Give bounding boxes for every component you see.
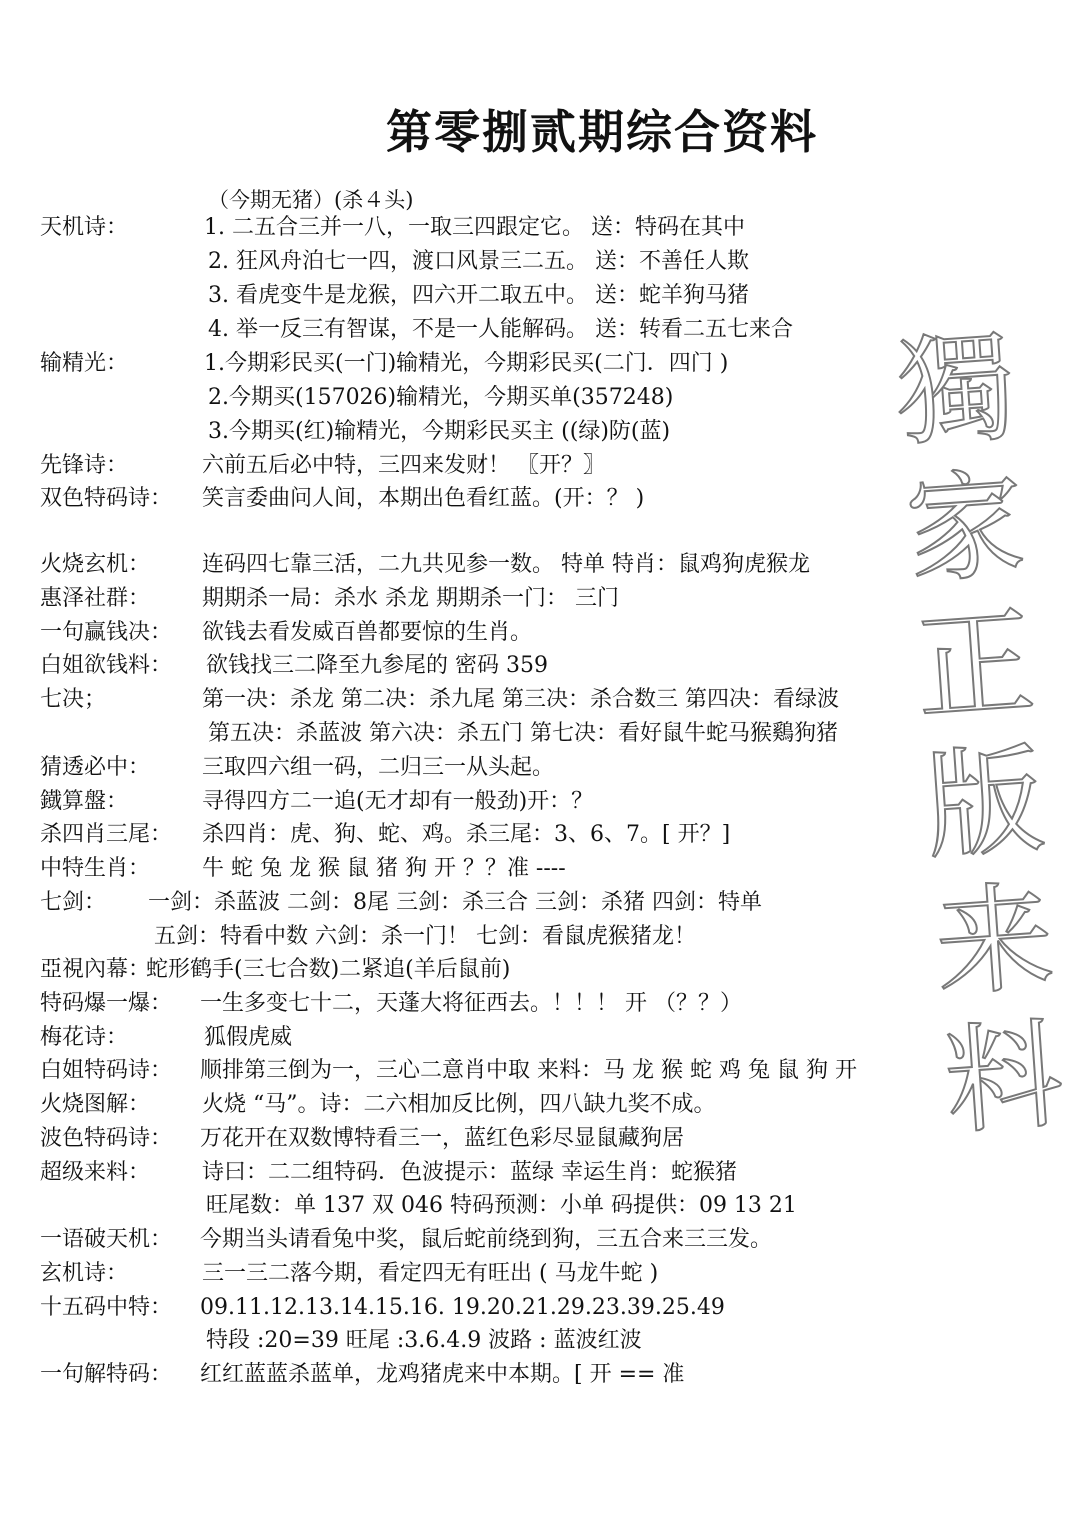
row-content: 第一决：杀龙 第二决：杀九尾 第三决：杀合数三 第四决：看绿波 bbox=[202, 687, 839, 712]
row-content: 3.今期买(红)输精光，今期彩民买主 ((绿)防(蓝) bbox=[208, 419, 671, 444]
subtitle: （今期无猪）(杀４头) bbox=[208, 188, 414, 212]
watermark-char: 料 bbox=[940, 1005, 1068, 1152]
watermark-char: 獨 bbox=[892, 316, 1020, 463]
row-label: 火烧图解： bbox=[40, 1092, 151, 1117]
row-label: 白姐特码诗： bbox=[40, 1058, 173, 1083]
row-label: 玄机诗： bbox=[40, 1261, 129, 1286]
row-label: 猜透必中： bbox=[40, 755, 151, 780]
row-content: 万花开在双数博特看三一，蓝红色彩尽显鼠藏狗居 bbox=[200, 1126, 685, 1151]
row-label: 七剑： bbox=[40, 890, 107, 915]
row-label: 鐡算盤： bbox=[40, 789, 129, 814]
row-label: 一语破天机： bbox=[40, 1227, 173, 1252]
row-label: 七决； bbox=[40, 687, 107, 712]
row-label: 特码爆一爆： bbox=[40, 991, 173, 1016]
watermark-char: 版 bbox=[921, 729, 1049, 876]
row-label: 亞視內幕： bbox=[40, 957, 151, 982]
row-content: 顺排第三倒为一，三心二意肖中取 来料：马 龙 猴 蛇 鸡 兔 鼠 狗 开 bbox=[200, 1058, 857, 1083]
row-content: 3. 看虎变牛是龙猴，四六开二取五中。 送：蛇羊狗马猪 bbox=[208, 283, 749, 308]
row-label: 波色特码诗： bbox=[40, 1126, 173, 1151]
row-content: 诗曰：二二组特码．色波提示：蓝绿 幸运生肖：蛇猴猪 bbox=[202, 1160, 737, 1185]
row-label: 先锋诗： bbox=[40, 453, 129, 478]
document-title: 第零捌贰期综合资料 bbox=[386, 105, 818, 159]
row-label: 杀四肖三尾： bbox=[40, 822, 173, 847]
watermark-char: 来 bbox=[930, 867, 1059, 1014]
row-label: 白姐欲钱料： bbox=[40, 653, 173, 678]
watermark-stamp bbox=[871, 315, 1080, 1152]
row-content: 4. 举一反三有智谋，不是一人能解码。 送：转看二五七来合 bbox=[208, 317, 793, 342]
row-label: 输精光： bbox=[40, 351, 129, 376]
watermark-char: 家 bbox=[901, 454, 1030, 601]
row-content: 一生多变七十二，天蓬大将征西去。！！！ 开 （？？） bbox=[200, 991, 742, 1016]
row-content: 旺尾数：单 137 双 046 特码预测：小单 码提供：09 13 21 bbox=[206, 1193, 797, 1218]
row-content: 特段 :20=39 旺尾 :3.6.4.9 波路 : 蓝波红波 bbox=[206, 1328, 642, 1353]
row-label: 超级来料： bbox=[40, 1160, 151, 1185]
row-label: 十五码中特： bbox=[40, 1295, 173, 1320]
row-label: 惠泽社群： bbox=[40, 586, 151, 611]
row-content: 欲钱找三二降至九参尾的 密码 359 bbox=[206, 653, 548, 678]
row-content: 笑言委曲问人间，本期出色看红蓝。(开：？ ) bbox=[202, 486, 645, 511]
row-content: 寻得四方二一追(无才却有一般劲)开：？ bbox=[202, 789, 594, 814]
row-content: 狐假虎威 bbox=[204, 1025, 293, 1050]
row-content: 杀四肖：虎、狗、蛇、鸡。杀三尾：3、6、7。[ 开？] bbox=[202, 822, 731, 847]
row-content: 火烧 “马”。诗：二六相加反比例，四八缺九奖不成。 bbox=[202, 1092, 716, 1117]
row-content: 连码四七靠三活，二九共见参一数。 特单 特肖：鼠鸡狗虎猴龙 bbox=[202, 552, 810, 577]
row-content: 1. 二五合三并一八，一取三四跟定它。 送：特码在其中 bbox=[204, 215, 745, 240]
row-label: 双色特码诗： bbox=[40, 486, 173, 511]
row-content: 五剑：特看中数 六剑：杀一门！ 七剑：看鼠虎猴猪龙！ bbox=[154, 924, 696, 949]
row-label: 中特生肖： bbox=[40, 856, 151, 881]
row-label: 天机诗： bbox=[40, 215, 129, 240]
row-content: 09.11.12.13.14.15.16. 19.20.21.29.23.39.25.49 bbox=[200, 1295, 725, 1320]
row-content: 欲钱去看发威百兽都要惊的生肖。 bbox=[202, 620, 533, 645]
row-content: 红红蓝蓝杀蓝单，龙鸡猪虎来中本期。[ 开 == 准 bbox=[200, 1362, 685, 1387]
row-label: 梅花诗： bbox=[40, 1025, 129, 1050]
watermark-char: 正 bbox=[911, 592, 1039, 739]
row-content: 第五决：杀蓝波 第六决：杀五门 第七决：看好鼠牛蛇马猴鷄狗猪 bbox=[208, 721, 838, 746]
row-content: 牛 蛇 兔 龙 猴 鼠 猪 狗 开 ？？准 ---- bbox=[202, 856, 566, 881]
row-content: 六前五后必中特，三四来发财！ 〖开？〗 bbox=[202, 453, 605, 478]
row-content: 2.今期买(157026)输精光，今期买单(357248) bbox=[208, 385, 674, 410]
row-content: 一剑：杀蓝波 二剑：8尾 三剑：杀三合 三剑：杀猪 四剑：特单 bbox=[148, 890, 762, 915]
row-content: 三取四六组一码，二归三一从头起。 bbox=[202, 755, 555, 780]
row-content: 期期杀一局：杀水 杀龙 期期杀一门： 三门 bbox=[202, 586, 619, 611]
row-label: 一句解特码： bbox=[40, 1362, 173, 1387]
row-content: 2. 狂风舟泊七一四，渡口风景三二五。 送：不善任人欺 bbox=[208, 249, 749, 274]
row-content: 1.今期彩民买(一门)输精光，今期彩民买(二门．四门 ) bbox=[204, 351, 729, 376]
row-content: 蛇形鹤手(三七合数)二紧追(羊后鼠前) bbox=[146, 957, 511, 982]
row-content: 今期当头请看兔中奖，鼠后蛇前绕到狗，三五合来三三发。 bbox=[200, 1227, 773, 1252]
row-content: 三一三二落今期，看定四无有旺出 ( 马龙牛蛇 ) bbox=[202, 1261, 659, 1286]
row-label: 火烧玄机： bbox=[40, 552, 151, 577]
row-label: 一句赢钱决： bbox=[40, 620, 173, 645]
